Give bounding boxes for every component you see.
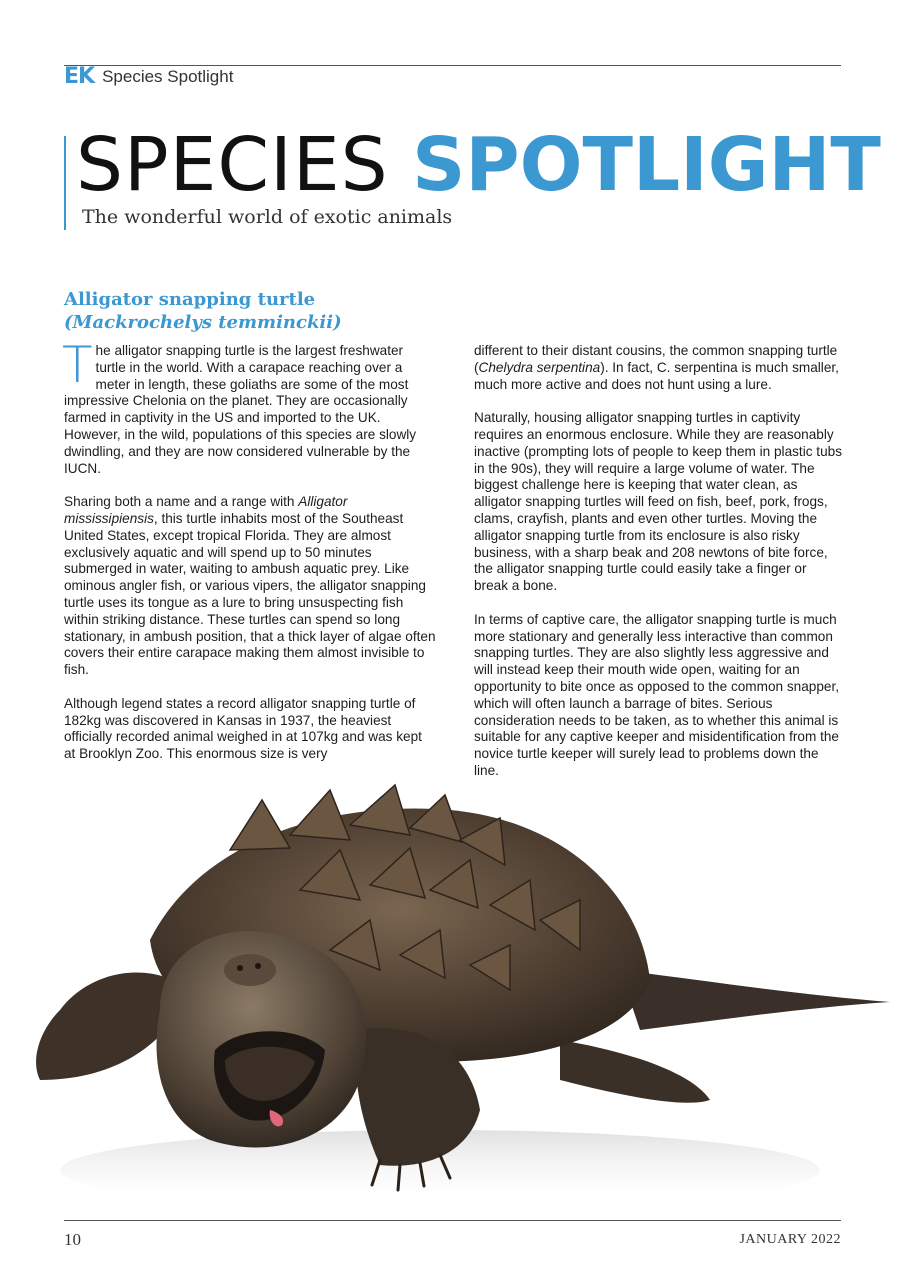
- species-italic: Alligator mississipiensis: [64, 494, 348, 526]
- article-heading: [64, 288, 342, 334]
- paragraph: The alligator snapping turtle is the largest freshwater turtle in the world. With a carapace reaching over a meter in length, these goliaths are some of the most impressive Chelonia on the planet. They are occasionally farmed in captivity in the US and imported to the UK. However, in the wild, populations of this species are slowly dwindling, and they are now considered vulnerable by the IUCN.: [62, 336, 417, 476]
- article-column-right: [474, 343, 842, 797]
- species-common-name: Alligator snapping turtle: [64, 289, 316, 310]
- title-accent-bar: [64, 136, 66, 230]
- title-bold: SPOTLIGHT: [412, 122, 881, 208]
- title-light: SPECIES: [76, 122, 389, 208]
- paragraph: Naturally, housing alligator snapping turtles in captivity requires an enormous enclosure. While they are reasonably inactive (prompting lots of people to keep them in plastic tubs in the 90s), they will require a large volume of water. The biggest challenge here is keeping that water clean, as alligator snapping turtles will feed on fish, beef, pork, frogs, clams, crayfish, plants and even other turtles. Moving the alligator snapping turtle from its enclosure is also risky business, with a sharp beak and 208 newtons of bite force, the alligator snapping turtle could easily take a finger or break a bone.: [474, 410, 842, 594]
- turtle-photo: [0, 780, 905, 1220]
- paragraph: Sharing both a name and a range with Alligator mississipiensis, this turtle inhabits most of the Southeast United States, except tropical Florida. They are almost exclusively aquatic and will spend up to 50 minutes submerged in water, waiting to ambush aquatic prey. Like ominous angler fish, or various vipers, the alligator snapping turtle uses its tongue as a lure to bring unsuspecting fish within striking distance. These turtles can spend so long stationary, in ambush position, that a thick layer of algae often covers their entire carapace making them almost invisible to fish.: [64, 494, 436, 678]
- drop-cap: T: [62, 336, 93, 394]
- footer-rule: [64, 1220, 841, 1221]
- paragraph: different to their distant cousins, the common snapping turtle (Chelydra serpentina). In fact, C. serpentina is much smaller, much more active and does not hunt using a lure.: [474, 343, 839, 392]
- section-name: Species Spotlight: [102, 67, 234, 86]
- magazine-logo: EK: [64, 64, 95, 89]
- running-header: [64, 64, 233, 88]
- page-subtitle: The wonderful world of exotic animals: [82, 206, 453, 228]
- paragraph: In terms of captive care, the alligator snapping turtle is much more stationary and generally less interactive than common snapping turtles. They are also slightly less aggressive and will instead keep their mouth wide open, waiting for an opportunity to bite once as opposed to the common snapper, which will often launch a barrage of bites. Serious consideration needs to be taken, as to whether this animal is suitable for any captive keeper and misidentification from the novice turtle keeper will surely lead to problems down the line.: [474, 611, 840, 778]
- issue-date: JANUARY 2022: [739, 1232, 841, 1247]
- species-latin-name: (Mackrochelys temminckii): [64, 312, 342, 333]
- paragraph: Although legend states a record alligator snapping turtle of 182kg was discovered in Kansas in 1937, the heaviest officially recorded animal weighed in at 107kg and was kept at Brooklyn Zoo. This enormous size is very: [64, 695, 422, 762]
- page-title: [76, 120, 881, 210]
- page-number: 10: [64, 1230, 81, 1249]
- species-italic: Chelydra serpentina: [478, 359, 601, 375]
- article-column-left: [62, 336, 436, 780]
